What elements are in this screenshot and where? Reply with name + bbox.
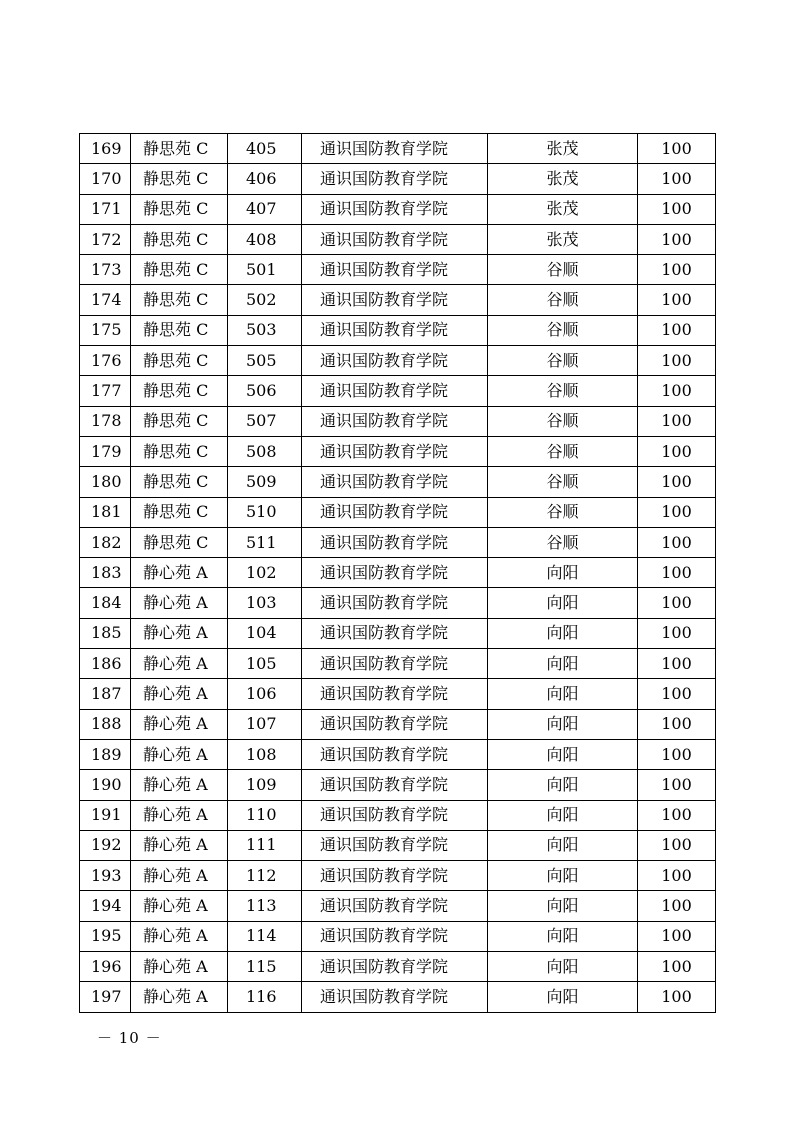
- college-cell: 通识国防教育学院: [302, 224, 488, 254]
- table-row: [80, 436, 716, 466]
- college-cell: 通识国防教育学院: [302, 558, 488, 588]
- building-cell: 静思苑 C: [131, 527, 228, 557]
- building-cell: 静心苑 A: [131, 982, 228, 1012]
- score-cell: 100: [638, 739, 716, 769]
- score-cell: 100: [638, 346, 716, 376]
- college-cell: 通识国防教育学院: [302, 376, 488, 406]
- dormitory-table: [79, 133, 716, 1013]
- room-cell: 508: [228, 436, 302, 466]
- building-cell: 静心苑 A: [131, 649, 228, 679]
- person-cell: 向阳: [488, 588, 638, 618]
- building-cell: 静思苑 C: [131, 406, 228, 436]
- college-cell: 通识国防教育学院: [302, 952, 488, 982]
- room-cell: 108: [228, 739, 302, 769]
- building-cell: 静思苑 C: [131, 376, 228, 406]
- person-cell: 向阳: [488, 679, 638, 709]
- row-number-cell: 179: [80, 436, 131, 466]
- person-cell: 向阳: [488, 558, 638, 588]
- row-number-cell: 175: [80, 315, 131, 345]
- table-row: [80, 618, 716, 648]
- table-row: [80, 194, 716, 224]
- building-cell: 静心苑 A: [131, 558, 228, 588]
- table-row: [80, 861, 716, 891]
- score-cell: 100: [638, 164, 716, 194]
- row-number-cell: 180: [80, 467, 131, 497]
- college-cell: 通识国防教育学院: [302, 830, 488, 860]
- table-row: [80, 770, 716, 800]
- building-cell: 静心苑 A: [131, 739, 228, 769]
- college-cell: 通识国防教育学院: [302, 497, 488, 527]
- college-cell: 通识国防教育学院: [302, 467, 488, 497]
- room-cell: 511: [228, 527, 302, 557]
- score-cell: 100: [638, 770, 716, 800]
- table-row: [80, 891, 716, 921]
- building-cell: 静思苑 C: [131, 315, 228, 345]
- person-cell: 向阳: [488, 861, 638, 891]
- room-cell: 507: [228, 406, 302, 436]
- row-number-cell: 169: [80, 134, 131, 164]
- table-row: [80, 800, 716, 830]
- table-row: [80, 588, 716, 618]
- building-cell: 静思苑 C: [131, 436, 228, 466]
- building-cell: 静心苑 A: [131, 891, 228, 921]
- row-number-cell: 173: [80, 255, 131, 285]
- row-number-cell: 185: [80, 618, 131, 648]
- room-cell: 102: [228, 558, 302, 588]
- table-row: [80, 558, 716, 588]
- score-cell: 100: [638, 800, 716, 830]
- person-cell: 谷顺: [488, 285, 638, 315]
- college-cell: 通识国防教育学院: [302, 134, 488, 164]
- room-cell: 105: [228, 649, 302, 679]
- building-cell: 静思苑 C: [131, 224, 228, 254]
- college-cell: 通识国防教育学院: [302, 921, 488, 951]
- building-cell: 静心苑 A: [131, 830, 228, 860]
- college-cell: 通识国防教育学院: [302, 891, 488, 921]
- score-cell: 100: [638, 618, 716, 648]
- row-number-cell: 170: [80, 164, 131, 194]
- college-cell: 通识国防教育学院: [302, 255, 488, 285]
- room-cell: 106: [228, 679, 302, 709]
- building-cell: 静思苑 C: [131, 497, 228, 527]
- table-row: [80, 376, 716, 406]
- row-number-cell: 171: [80, 194, 131, 224]
- person-cell: 谷顺: [488, 436, 638, 466]
- room-cell: 111: [228, 830, 302, 860]
- person-cell: 谷顺: [488, 497, 638, 527]
- table-row: [80, 739, 716, 769]
- person-cell: 张茂: [488, 224, 638, 254]
- college-cell: 通识国防教育学院: [302, 436, 488, 466]
- person-cell: 谷顺: [488, 346, 638, 376]
- row-number-cell: 186: [80, 649, 131, 679]
- score-cell: 100: [638, 315, 716, 345]
- room-cell: 510: [228, 497, 302, 527]
- score-cell: 100: [638, 921, 716, 951]
- table-row: [80, 315, 716, 345]
- room-cell: 113: [228, 891, 302, 921]
- college-cell: 通识国防教育学院: [302, 618, 488, 648]
- person-cell: 向阳: [488, 830, 638, 860]
- table-row: [80, 830, 716, 860]
- row-number-cell: 182: [80, 527, 131, 557]
- row-number-cell: 190: [80, 770, 131, 800]
- building-cell: 静心苑 A: [131, 709, 228, 739]
- row-number-cell: 188: [80, 709, 131, 739]
- score-cell: 100: [638, 436, 716, 466]
- person-cell: 谷顺: [488, 527, 638, 557]
- table-row: [80, 679, 716, 709]
- room-cell: 408: [228, 224, 302, 254]
- room-cell: 112: [228, 861, 302, 891]
- room-cell: 406: [228, 164, 302, 194]
- score-cell: 100: [638, 194, 716, 224]
- table-row: [80, 164, 716, 194]
- room-cell: 505: [228, 346, 302, 376]
- row-number-cell: 178: [80, 406, 131, 436]
- person-cell: 谷顺: [488, 255, 638, 285]
- table-row: [80, 921, 716, 951]
- person-cell: 张茂: [488, 194, 638, 224]
- row-number-cell: 187: [80, 679, 131, 709]
- person-cell: 向阳: [488, 982, 638, 1012]
- room-cell: 115: [228, 952, 302, 982]
- table-row: [80, 982, 716, 1012]
- college-cell: 通识国防教育学院: [302, 861, 488, 891]
- score-cell: 100: [638, 467, 716, 497]
- person-cell: 张茂: [488, 164, 638, 194]
- building-cell: 静思苑 C: [131, 346, 228, 376]
- table-row: [80, 406, 716, 436]
- row-number-cell: 191: [80, 800, 131, 830]
- college-cell: 通识国防教育学院: [302, 406, 488, 436]
- building-cell: 静思苑 C: [131, 285, 228, 315]
- room-cell: 114: [228, 921, 302, 951]
- score-cell: 100: [638, 588, 716, 618]
- row-number-cell: 177: [80, 376, 131, 406]
- table-row: [80, 649, 716, 679]
- building-cell: 静思苑 C: [131, 255, 228, 285]
- room-cell: 501: [228, 255, 302, 285]
- score-cell: 100: [638, 255, 716, 285]
- row-number-cell: 183: [80, 558, 131, 588]
- room-cell: 509: [228, 467, 302, 497]
- person-cell: 张茂: [488, 134, 638, 164]
- table-row: [80, 467, 716, 497]
- row-number-cell: 181: [80, 497, 131, 527]
- room-cell: 405: [228, 134, 302, 164]
- building-cell: 静心苑 A: [131, 588, 228, 618]
- room-cell: 116: [228, 982, 302, 1012]
- college-cell: 通识国防教育学院: [302, 800, 488, 830]
- building-cell: 静心苑 A: [131, 679, 228, 709]
- row-number-cell: 172: [80, 224, 131, 254]
- score-cell: 100: [638, 830, 716, 860]
- college-cell: 通识国防教育学院: [302, 649, 488, 679]
- score-cell: 100: [638, 649, 716, 679]
- person-cell: 向阳: [488, 891, 638, 921]
- college-cell: 通识国防教育学院: [302, 679, 488, 709]
- score-cell: 100: [638, 982, 716, 1012]
- score-cell: 100: [638, 679, 716, 709]
- college-cell: 通识国防教育学院: [302, 164, 488, 194]
- row-number-cell: 195: [80, 921, 131, 951]
- row-number-cell: 197: [80, 982, 131, 1012]
- score-cell: 100: [638, 406, 716, 436]
- college-cell: 通识国防教育学院: [302, 527, 488, 557]
- score-cell: 100: [638, 861, 716, 891]
- building-cell: 静思苑 C: [131, 134, 228, 164]
- page-number: － 10 －: [97, 1029, 162, 1047]
- building-cell: 静心苑 A: [131, 618, 228, 648]
- score-cell: 100: [638, 285, 716, 315]
- room-cell: 107: [228, 709, 302, 739]
- table-row: [80, 224, 716, 254]
- table-row: [80, 952, 716, 982]
- row-number-cell: 189: [80, 739, 131, 769]
- person-cell: 向阳: [488, 921, 638, 951]
- room-cell: 110: [228, 800, 302, 830]
- row-number-cell: 196: [80, 952, 131, 982]
- college-cell: 通识国防教育学院: [302, 285, 488, 315]
- row-number-cell: 192: [80, 830, 131, 860]
- table-row: [80, 709, 716, 739]
- college-cell: 通识国防教育学院: [302, 346, 488, 376]
- score-cell: 100: [638, 952, 716, 982]
- college-cell: 通识国防教育学院: [302, 739, 488, 769]
- college-cell: 通识国防教育学院: [302, 315, 488, 345]
- room-cell: 506: [228, 376, 302, 406]
- row-number-cell: 174: [80, 285, 131, 315]
- score-cell: 100: [638, 527, 716, 557]
- table-body: [80, 134, 716, 1013]
- score-cell: 100: [638, 224, 716, 254]
- row-number-cell: 194: [80, 891, 131, 921]
- person-cell: 向阳: [488, 709, 638, 739]
- person-cell: 谷顺: [488, 406, 638, 436]
- college-cell: 通识国防教育学院: [302, 588, 488, 618]
- person-cell: 向阳: [488, 618, 638, 648]
- table-row: [80, 346, 716, 376]
- building-cell: 静心苑 A: [131, 770, 228, 800]
- building-cell: 静思苑 C: [131, 194, 228, 224]
- person-cell: 谷顺: [488, 315, 638, 345]
- college-cell: 通识国防教育学院: [302, 770, 488, 800]
- score-cell: 100: [638, 134, 716, 164]
- room-cell: 104: [228, 618, 302, 648]
- row-number-cell: 176: [80, 346, 131, 376]
- table-row: [80, 255, 716, 285]
- room-cell: 103: [228, 588, 302, 618]
- college-cell: 通识国防教育学院: [302, 194, 488, 224]
- score-cell: 100: [638, 558, 716, 588]
- table-row: [80, 285, 716, 315]
- table-row: [80, 497, 716, 527]
- person-cell: 向阳: [488, 739, 638, 769]
- person-cell: 谷顺: [488, 467, 638, 497]
- building-cell: 静心苑 A: [131, 952, 228, 982]
- person-cell: 向阳: [488, 952, 638, 982]
- college-cell: 通识国防教育学院: [302, 709, 488, 739]
- table-row: [80, 134, 716, 164]
- score-cell: 100: [638, 376, 716, 406]
- building-cell: 静心苑 A: [131, 921, 228, 951]
- building-cell: 静心苑 A: [131, 861, 228, 891]
- score-cell: 100: [638, 497, 716, 527]
- building-cell: 静思苑 C: [131, 467, 228, 497]
- room-cell: 407: [228, 194, 302, 224]
- person-cell: 谷顺: [488, 376, 638, 406]
- score-cell: 100: [638, 891, 716, 921]
- row-number-cell: 184: [80, 588, 131, 618]
- person-cell: 向阳: [488, 770, 638, 800]
- room-cell: 109: [228, 770, 302, 800]
- room-cell: 502: [228, 285, 302, 315]
- building-cell: 静心苑 A: [131, 800, 228, 830]
- college-cell: 通识国防教育学院: [302, 982, 488, 1012]
- person-cell: 向阳: [488, 800, 638, 830]
- room-cell: 503: [228, 315, 302, 345]
- score-cell: 100: [638, 709, 716, 739]
- table-row: [80, 527, 716, 557]
- person-cell: 向阳: [488, 649, 638, 679]
- row-number-cell: 193: [80, 861, 131, 891]
- building-cell: 静思苑 C: [131, 164, 228, 194]
